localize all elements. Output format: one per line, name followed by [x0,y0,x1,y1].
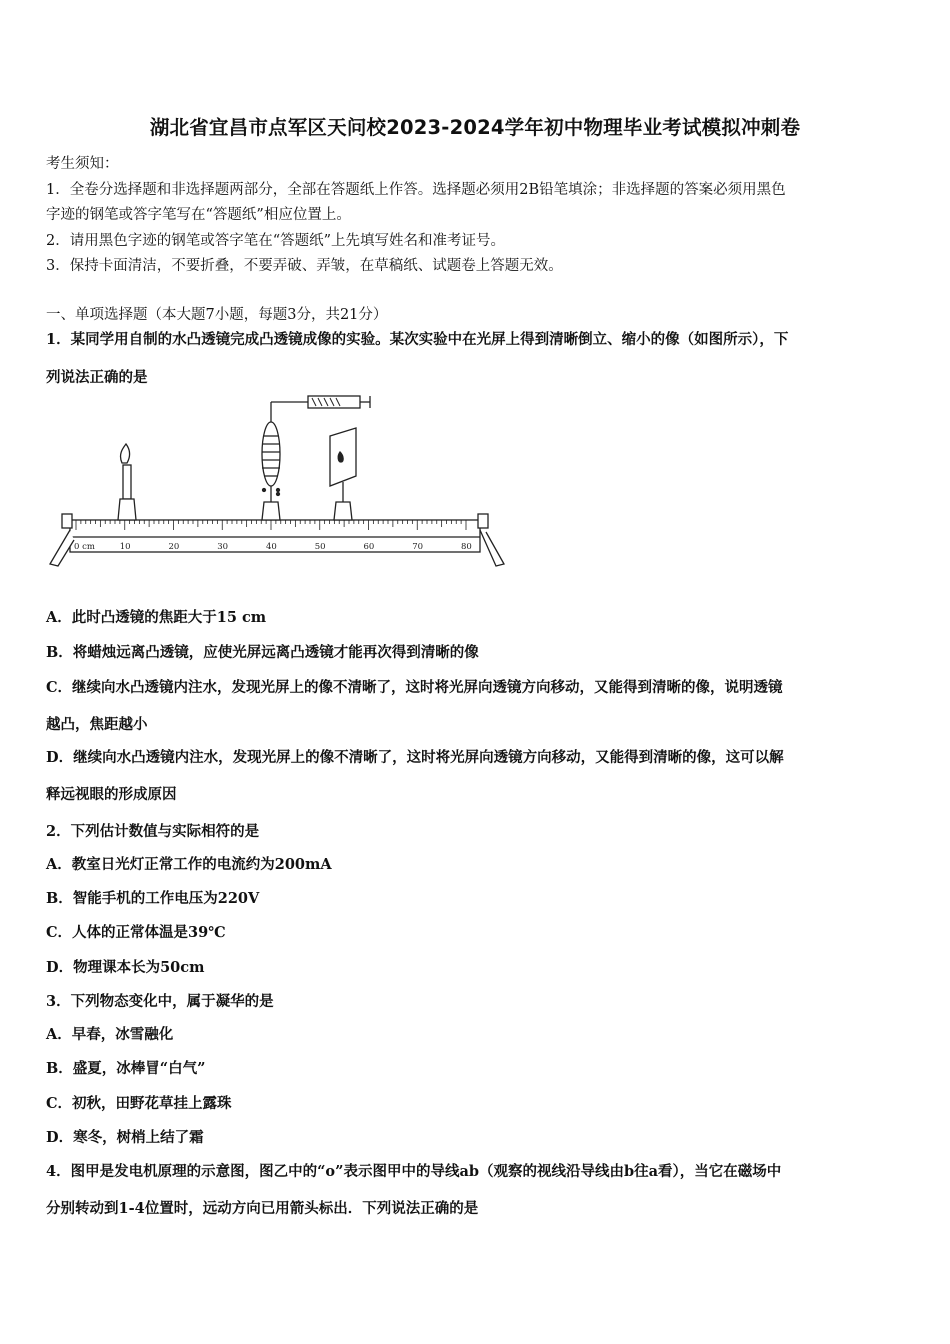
syringe [271,396,370,410]
notice-heading: 考生须知： [46,156,119,172]
q3-option-a: A．早春，冰雪融化 [46,1026,174,1043]
q1-option-b: B．将蜡烛远离凸透镜，应使光屏远离凸透镜才能再次得到清晰的像 [46,644,479,661]
q1-option-d: D．继续向水凸透镜内注水，发现光屏上的像不清晰了，这时将光屏向透镜方向移动，又能得到清晰的像，这可以解 [46,749,784,766]
ruler-label: 10 [119,542,131,552]
section-heading: 一、单项选择题（本大题7小题，每题3分，共21分） [46,307,388,323]
q2-option-a: A．教室日光灯正常工作的电流约为200mA [46,856,332,873]
q1-option-a: A．此时凸透镜的焦距大于15 cm [46,609,267,626]
q3-option-b: B．盛夏，冰棒冒“白气” [46,1060,206,1077]
exam-title: 湖北省宜昌市点军区天问校2023-2024学年初中物理毕业考试模拟冲刺卷 [149,116,801,139]
q2-option-b: B．智能手机的工作电压为220V [46,890,260,907]
q3-option-d: D．寒冬，树梢上结了霜 [46,1129,204,1146]
ruler-label: 40 [266,542,277,552]
q1-option-c-cont: 越凸，焦距越小 [46,716,148,733]
ruler-label: 80 [461,542,472,552]
notice-item: 字迹的钢笔或答字笔写在“答题纸”相应位置上。 [46,207,351,223]
q2-option-d: D．物理课本长为50cm [46,959,205,976]
notice-item: 1．全卷分选择题和非选择题两部分，全部在答题纸上作答。选择题必须用2B铅笔填涂；非选择题的答案必须用黑色 [46,182,786,198]
ruler-label: 50 [314,542,326,552]
q3-stem: 3．下列物态变化中，属于凝华的是 [46,993,274,1010]
q2-stem: 2．下列估计数值与实际相符的是 [46,823,260,840]
ruler-label: 30 [217,542,229,552]
notice-item: 3．保持卡面清洁，不要折叠，不要弄破、弄皱，在草稿纸、试题卷上答题无效。 [46,258,563,274]
q4-stem-cont: 分别转动到1-4位置时，远动方向已用箭头标出．下列说法正确的是 [46,1200,479,1217]
q1-option-d-cont: 释远视眼的形成原因 [46,786,177,803]
ruler-label: 70 [412,542,424,552]
q2-option-c: C．人体的正常体温是39℃ [46,924,226,941]
q1-stem: 1．某同学用自制的水凸透镜完成凸透镜成像的实验。某次实验中在光屏上得到清晰倒立、缩小的像（如图所示），下 [46,331,789,348]
q1-stem-cont: 列说法正确的是 [46,369,148,386]
candle [118,444,136,520]
ruler-label: 20 [168,542,180,552]
water-lens [262,410,280,520]
q1-option-c: C．继续向水凸透镜内注水，发现光屏上的像不清晰了，这时将光屏向透镜方向移动，又能得到清晰的像，说明透镜 [46,679,783,696]
light-screen [330,428,356,520]
ruler-label: 60 [363,542,375,552]
optical-bench-figure [40,390,510,580]
ruler-label: 0 cm [74,542,95,552]
q3-option-c: C．初秋，田野花草挂上露珠 [46,1095,232,1112]
notice-item: 2．请用黑色字迹的钢笔或答字笔在“答题纸”上先填写姓名和准考证号。 [46,233,506,249]
q4-stem: 4．图甲是发电机原理的示意图，图乙中的“o”表示图甲中的导线ab（观察的视线沿导线由b往a看），当它在磁场中 [46,1163,782,1180]
